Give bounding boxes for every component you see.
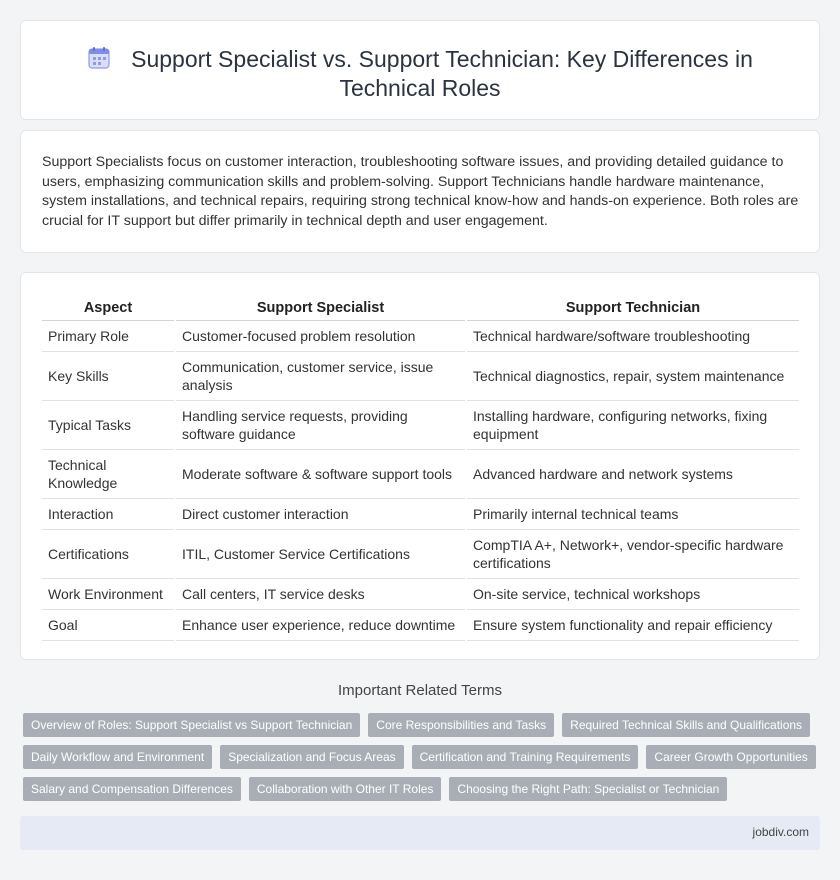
table-header-row: [42, 296, 799, 320]
cell-specialist: Direct customer interaction: [175, 498, 466, 529]
related-tag[interactable]: Required Technical Skills and Qualifications: [562, 713, 810, 737]
table-row: [42, 609, 799, 640]
cell-specialist: Enhance user experience, reduce downtime: [175, 609, 466, 640]
table-row: [42, 529, 799, 578]
header-support-specialist: Support Specialist: [175, 296, 466, 320]
related-tag[interactable]: Collaboration with Other IT Roles: [249, 777, 442, 801]
comparison-table: [42, 296, 799, 641]
cell-technician: Advanced hardware and network systems: [466, 449, 799, 498]
table-row: [42, 449, 799, 498]
cell-specialist: Handling service requests, providing software guidance: [175, 400, 466, 449]
cell-technician: Primarily internal technical teams: [466, 498, 799, 529]
cell-specialist: Communication, customer service, issue analysis: [175, 351, 466, 400]
cell-aspect: Primary Role: [42, 320, 175, 351]
table-row: [42, 400, 799, 449]
related-tag[interactable]: Salary and Compensation Differences: [23, 777, 241, 801]
cell-technician: Technical hardware/software troubleshooting: [466, 320, 799, 351]
table-row: [42, 578, 799, 609]
cell-technician: Technical diagnostics, repair, system maintenance: [466, 351, 799, 400]
cell-technician: On-site service, technical workshops: [466, 578, 799, 609]
comparison-card: [20, 272, 820, 660]
calendar-icon: [87, 46, 111, 70]
cell-aspect: Technical Knowledge: [42, 449, 175, 498]
related-terms-title: Important Related Terms: [338, 682, 502, 699]
cell-specialist: Call centers, IT service desks: [175, 578, 466, 609]
cell-technician: Installing hardware, configuring networks, fixing equipment: [466, 400, 799, 449]
cell-specialist: Moderate software & software support tools: [175, 449, 466, 498]
header-aspect: Aspect: [42, 296, 175, 320]
table-row: [42, 351, 799, 400]
tag-row: [23, 745, 823, 769]
tag-row: [23, 777, 823, 801]
table-row: [42, 498, 799, 529]
cell-technician: Ensure system functionality and repair efficiency: [466, 609, 799, 640]
cell-aspect: Goal: [42, 609, 175, 640]
related-terms-tags: [23, 713, 823, 809]
cell-aspect: Work Environment: [42, 578, 175, 609]
related-tag[interactable]: Daily Workflow and Environment: [23, 745, 212, 769]
page-title: Support Specialist vs. Support Technician: Key Differences in Technical Roles: [131, 46, 753, 101]
cell-specialist: ITIL, Customer Service Certifications: [175, 529, 466, 578]
cell-specialist: Customer-focused problem resolution: [175, 320, 466, 351]
tag-row: [23, 713, 823, 737]
cell-aspect: Certifications: [42, 529, 175, 578]
table-row: [42, 320, 799, 351]
page-title-wrap: [21, 45, 819, 103]
cell-aspect: Typical Tasks: [42, 400, 175, 449]
related-tag[interactable]: Career Growth Opportunities: [646, 745, 815, 769]
related-tag[interactable]: Specialization and Focus Areas: [220, 745, 403, 769]
related-tag[interactable]: Choosing the Right Path: Specialist or Technician: [449, 777, 727, 801]
header-support-technician: Support Technician: [466, 296, 799, 320]
footer: [20, 816, 820, 850]
intro-card: [20, 130, 820, 253]
intro-paragraph: Support Specialists focus on customer interaction, troubleshooting software issues, and providing detailed guidance to users, emphasizing communication skills and problem-solving. Support Technicians handle hardware maintenance, system installations, and technical repairs, requiring strong technical know-how and hands-on experience. Both roles are crucial for IT support but differ primarily in technical depth and user engagement.: [42, 154, 799, 229]
title-card: [20, 20, 820, 120]
related-tag[interactable]: Certification and Training Requirements: [412, 745, 639, 769]
footer-site-link[interactable]: jobdiv.com: [752, 825, 809, 839]
related-tag[interactable]: Overview of Roles: Support Specialist vs Support Technician: [23, 713, 360, 737]
related-tag[interactable]: Core Responsibilities and Tasks: [368, 713, 554, 737]
cell-aspect: Interaction: [42, 498, 175, 529]
cell-technician: CompTIA A+, Network+, vendor-specific hardware certifications: [466, 529, 799, 578]
cell-aspect: Key Skills: [42, 351, 175, 400]
